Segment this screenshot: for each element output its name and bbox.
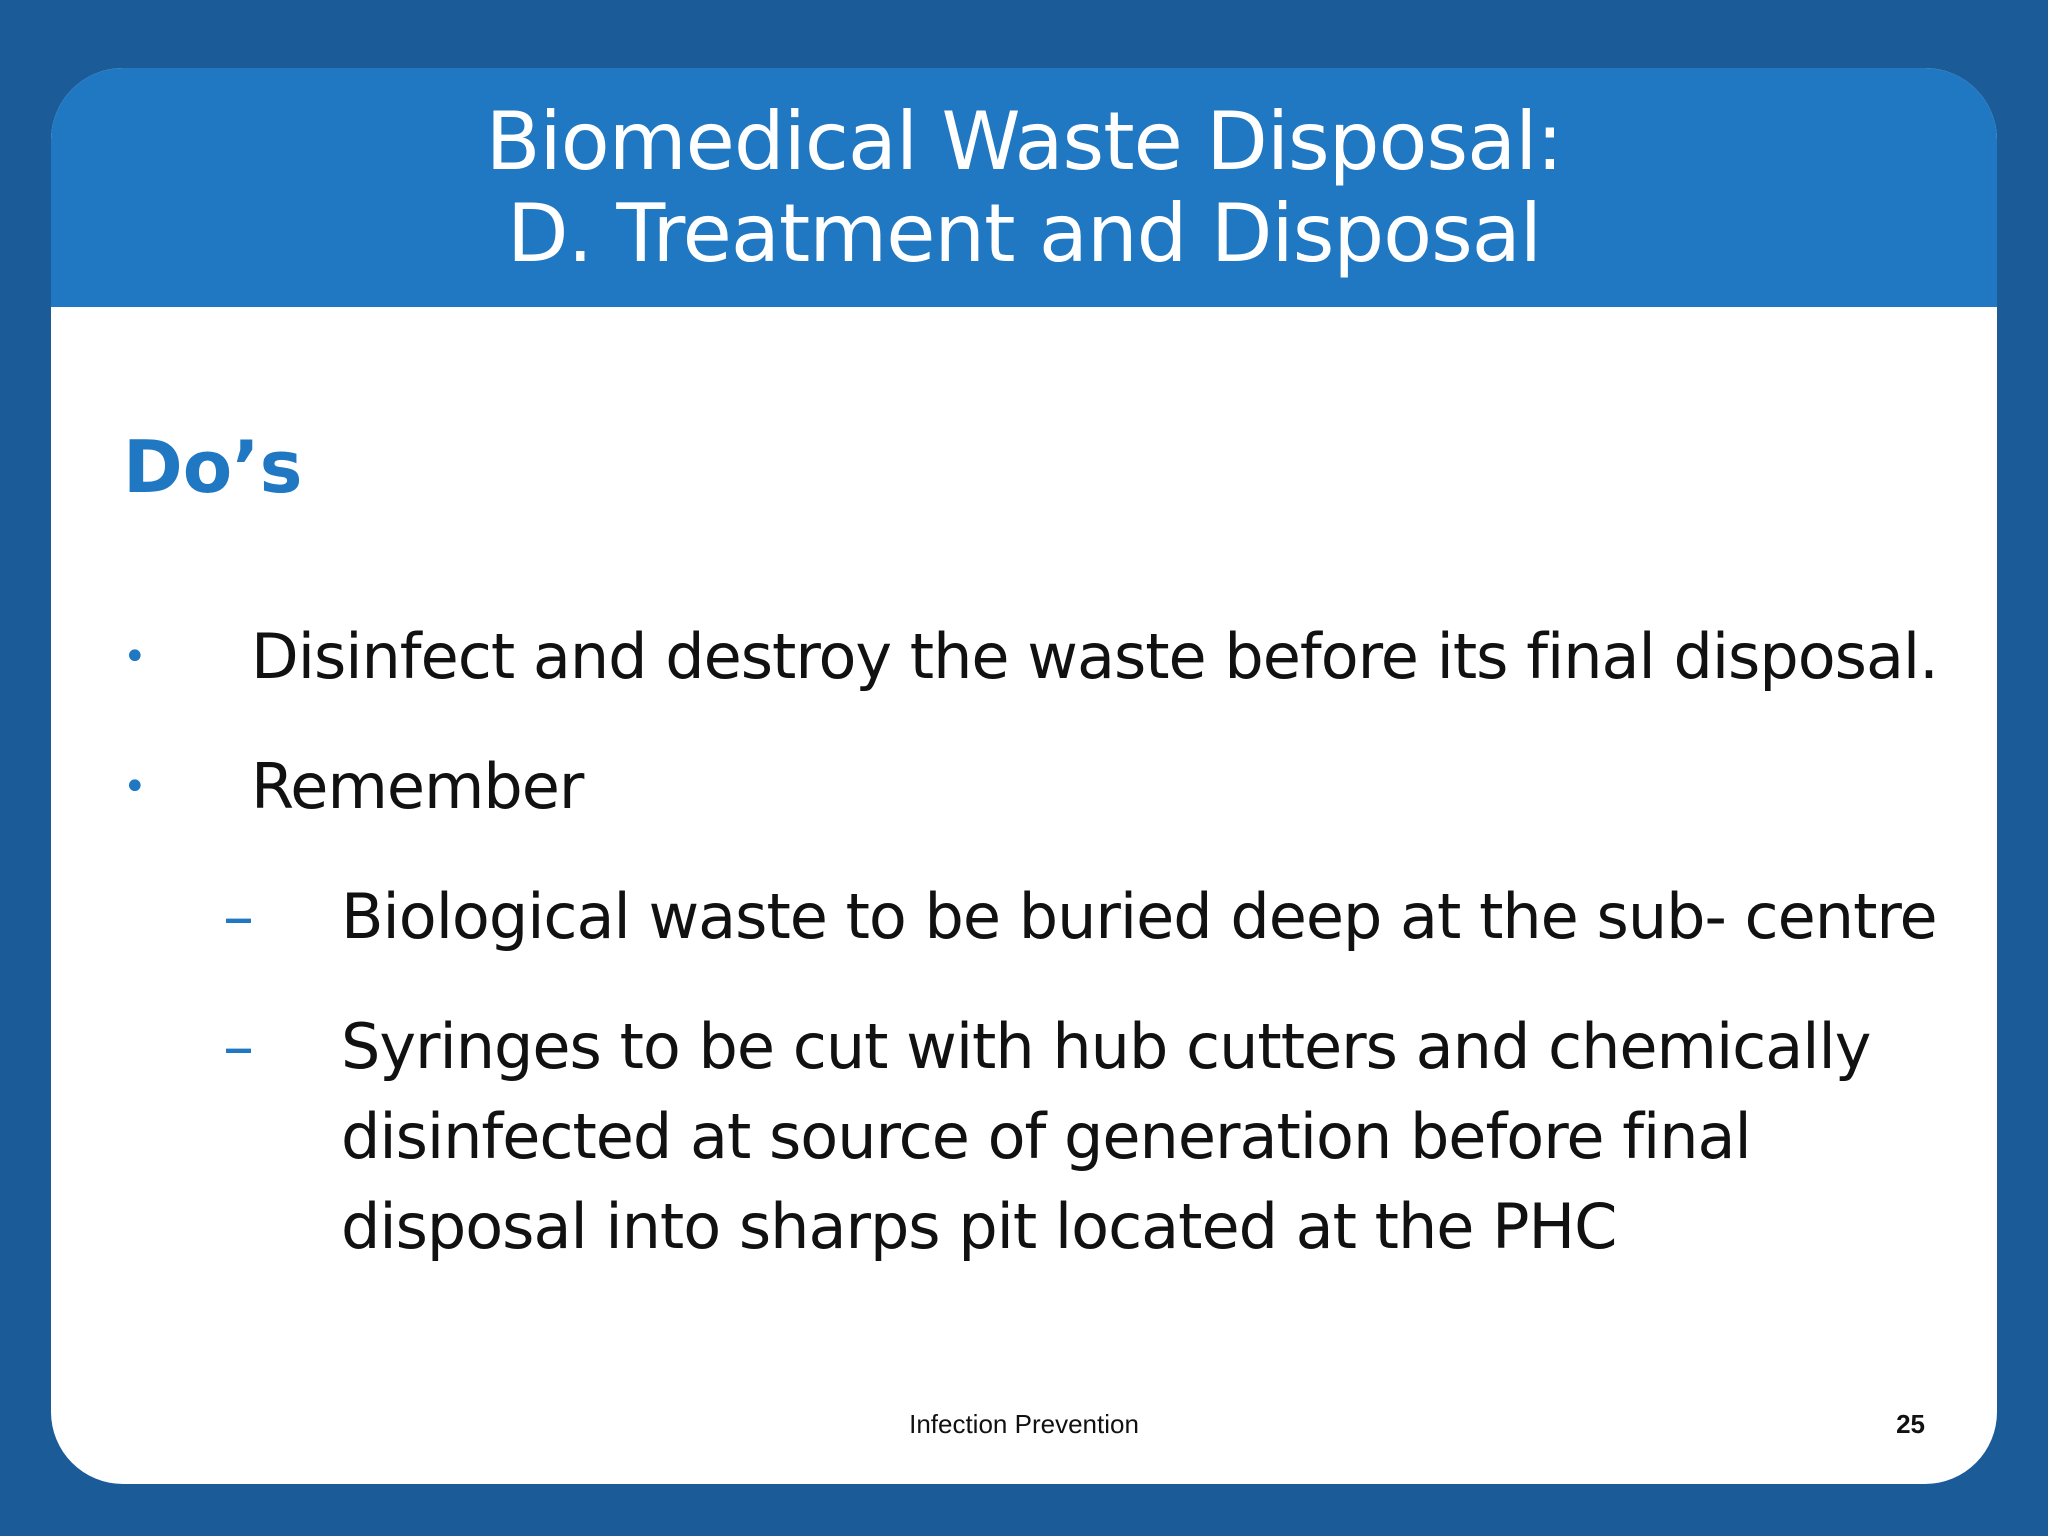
sub-bullet-text: Syringes to be cut with hub cutters and chemically disinfected at source of generation before final disposal into sharps pit located at the PHC — [341, 1010, 1871, 1263]
sub-bullet-marker: – — [223, 1010, 253, 1083]
bullet-text: Disinfect and destroy the waste before its final disposal. — [251, 620, 1938, 693]
footer-text: Infection Prevention — [909, 1409, 1139, 1439]
title-line-2: D. Treatment and Disposal — [506, 186, 1542, 280]
bullet-text: Remember — [251, 750, 584, 823]
slide — [51, 68, 1997, 1484]
bullet-marker: • — [123, 764, 146, 810]
slide-content — [51, 307, 1997, 1484]
sub-bullet-marker: – — [223, 880, 253, 953]
sub-bullet-text: Biological waste to be buried deep at the sub- centre — [341, 880, 1937, 953]
title-line-1: Biomedical Waste Disposal: — [485, 94, 1563, 188]
title-bar — [51, 68, 1997, 307]
section-heading: Do’s — [123, 425, 303, 509]
page-number: 25 — [1896, 1409, 1925, 1439]
bullet-marker: • — [123, 634, 146, 680]
